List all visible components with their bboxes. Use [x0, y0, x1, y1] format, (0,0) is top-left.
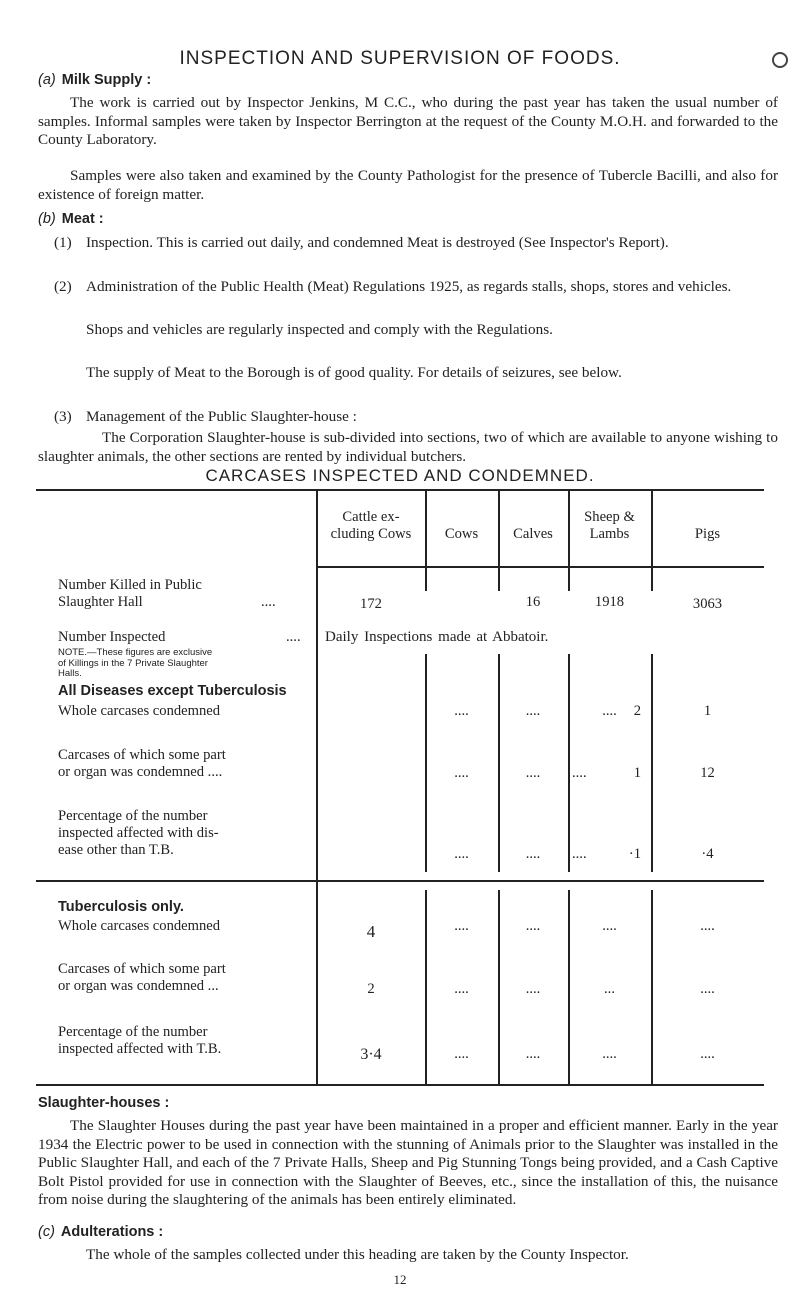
- killed-calves: 16: [525, 594, 541, 610]
- whole-calves: ....: [525, 703, 541, 719]
- milk-label: (a): [38, 72, 56, 88]
- tb-part-cows: ....: [454, 981, 469, 997]
- adulterations-heading: [38, 1224, 163, 1240]
- row-part-label-line-1: Carcases of which some part: [58, 747, 226, 763]
- row-killed-label-line-1: Number Killed in Public: [58, 577, 202, 593]
- tb-whole-sheep: ....: [602, 918, 617, 934]
- killed-pigs: 3063: [692, 596, 723, 612]
- section-rule: [36, 880, 764, 882]
- tb-pct-cattle: 3·4: [360, 1046, 382, 1063]
- row-percentage-label-line-1: Percentage of the number: [58, 808, 208, 824]
- meat-item-1-number: (1): [54, 234, 72, 251]
- header-sheep-line-1: Sheep &: [584, 509, 635, 525]
- column-divider-4b: [568, 654, 570, 872]
- tb-whole-cattle: 4: [366, 922, 376, 941]
- row-inspected-label-text: Number Inspected: [58, 629, 166, 645]
- row-inspected-dots: ....: [286, 629, 301, 645]
- row-percentage-label-line-2: inspected affected with dis-: [58, 825, 219, 841]
- pct-calves: ....: [525, 846, 541, 862]
- tb-row-percentage-label-line-2: inspected affected with T.B.: [58, 1041, 222, 1057]
- part-calves: ....: [525, 765, 541, 781]
- pct-pigs: ·4: [701, 846, 714, 862]
- milk-heading: [38, 72, 151, 88]
- tb-only-heading: Tuberculosis only.: [58, 899, 184, 915]
- meat-item-2: [54, 278, 779, 297]
- header-cattle: [316, 509, 426, 543]
- header-sheep: [568, 509, 651, 543]
- part-sheep-dots: ....: [572, 765, 587, 781]
- meat-item-3-text: Management of the Public Slaughter-house :: [86, 408, 357, 425]
- slaughter-houses-paragraph: The Slaughter Houses during the past year have been maintained in a proper and efficient manner. Early in the year 1934 the Electric power to be used in connection with the stunning of Animals prior to the Slaughter was installed in the Public Slaughter Hall, and each of the 7 Private Halls, Sheep and Pig Stunning Tongs being provided, and a Cash Captive Bolt Pistol provided for use in connection with the Slaughter of Beeves, etc., since the installation of this, the nuisance from noise during the slaughtering of the animals has been entirely eliminated.: [38, 1117, 778, 1209]
- tb-whole-cows: ....: [454, 918, 469, 934]
- tb-row-part-label: [58, 961, 308, 995]
- column-divider-3b: [498, 654, 500, 872]
- header-pigs: Pigs: [694, 526, 721, 542]
- meat-heading-text: Meat :: [61, 211, 104, 227]
- meat-label: (b): [38, 211, 56, 227]
- milk-paragraph-2: Samples were also taken and examined by the County Pathologist for the presence of Tubercle Bacilli, and also for existence of foreign matter.: [38, 167, 778, 203]
- header-cows: Cows: [444, 526, 479, 542]
- whole-sheep: 2: [633, 703, 641, 719]
- tb-part-cattle: 2: [367, 981, 375, 997]
- page-number: 12: [393, 1272, 407, 1287]
- header-cattle-line-1: Cattle ex-: [342, 509, 400, 525]
- header-sheep-line-2: Lambs: [589, 526, 630, 542]
- pct-cows: ....: [454, 846, 469, 862]
- pct-sheep: ·1: [628, 846, 641, 862]
- killed-cattle: 172: [360, 596, 382, 612]
- tb-whole-calves: ....: [525, 918, 541, 934]
- row-killed-label-line-2: [58, 594, 308, 611]
- row-percentage-label: [58, 808, 308, 859]
- adulterations-paragraph: [54, 1246, 779, 1265]
- whole-cows: ....: [454, 703, 469, 719]
- meat-item-3-number: (3): [54, 408, 72, 425]
- killed-sheep: 1918: [594, 594, 625, 610]
- whole-sheep-dots: ....: [602, 703, 617, 719]
- column-divider-5b: [651, 654, 653, 872]
- all-diseases-heading: All Diseases except Tuberculosis: [58, 683, 287, 699]
- meat-supply-text: The supply of Meat to the Borough is of good quality. For details of seizures, see below.: [86, 364, 622, 381]
- page-title: INSPECTION AND SUPERVISION OF FOODS.: [179, 48, 621, 69]
- meat-item-2-text: Administration of the Public Health (Meat) Regulations 1925, as regards stalls, shops, stores and vehicles.: [86, 278, 732, 295]
- tb-pct-sheep: ....: [602, 1046, 617, 1062]
- table-top-rule: [36, 489, 764, 491]
- tb-pct-calves: ....: [525, 1046, 541, 1062]
- table-bottom-rule: [36, 1084, 764, 1086]
- table-note: NOTE.—These figures are exclusive of Killings in the 7 Private Slaughter Halls.: [58, 647, 213, 679]
- milk-paragraph-1: The work is carried out by Inspector Jenkins, M C.C., who during the past year has taken the usual number of samples. Informal samples were taken by Inspector Berrington at the request of the County M.O.H. and forwarded to the County Laboratory.: [38, 94, 778, 149]
- meat-item-1-text: Inspection. This is carried out daily, and condemned Meat is destroyed (See Inspector's Report).: [86, 234, 669, 251]
- tb-whole-pigs: ....: [700, 918, 715, 934]
- row-inspected-label: [58, 629, 308, 646]
- milk-heading-text: Milk Supply :: [61, 72, 152, 88]
- column-divider-2b: [425, 654, 427, 872]
- row-percentage-label-line-3: ease other than T.B.: [58, 842, 174, 858]
- row-part-label-line-2: or organ was condemned ....: [58, 764, 223, 780]
- whole-pigs: 1: [703, 703, 712, 719]
- tb-row-whole-label: Whole carcases condemned: [58, 918, 221, 934]
- tb-part-sheep: ...: [604, 981, 615, 997]
- tb-pct-pigs: ....: [700, 1046, 715, 1062]
- row-killed-label: [58, 577, 308, 611]
- row-killed-label-text: Slaughter Hall: [58, 594, 143, 610]
- row-whole-label: Whole carcases condemned: [58, 703, 221, 719]
- row-killed-dots: ....: [261, 594, 276, 610]
- tb-row-percentage-label-line-1: Percentage of the number: [58, 1024, 208, 1040]
- part-cows: ....: [454, 765, 469, 781]
- part-pigs: 12: [700, 765, 715, 781]
- adulterations-heading-text: Adulterations :: [60, 1224, 164, 1240]
- slaughter-houses-heading: Slaughter-houses :: [38, 1095, 170, 1111]
- inspected-note: Daily Inspections made at Abbatoir.: [325, 629, 549, 645]
- row-part-label: [58, 747, 308, 781]
- pct-sheep-dots: ....: [572, 846, 587, 862]
- meat-shops-text: Shops and vehicles are regularly inspected and comply with the Regulations.: [86, 321, 553, 338]
- header-rule: [316, 566, 764, 568]
- meat-item-1: [54, 234, 779, 253]
- header-calves: Calves: [513, 526, 553, 542]
- adulterations-text: The whole of the samples collected under this heading are taken by the County Inspector.: [86, 1246, 629, 1263]
- tb-pct-cows: ....: [454, 1046, 469, 1062]
- tb-row-percentage-label: [58, 1024, 308, 1058]
- meat-item-3: [54, 408, 779, 427]
- meat-heading: [38, 211, 104, 227]
- tb-part-calves: ....: [525, 981, 541, 997]
- part-sheep: 1: [633, 765, 641, 781]
- tb-part-pigs: ....: [700, 981, 715, 997]
- header-cattle-line-2: cluding Cows: [330, 526, 412, 542]
- tb-row-part-label-line-1: Carcases of which some part: [58, 961, 226, 977]
- adulterations-label: (c): [38, 1224, 55, 1240]
- tb-row-part-label-line-2: or organ was condemned ...: [58, 978, 219, 994]
- table-title: CARCASES INSPECTED AND CONDEMNED.: [205, 466, 595, 485]
- meat-corporation-text: The Corporation Slaughter-house is sub-divided into sections, two of which are available to anyone wishing to slaughter animals, the other sections are rented by individual butchers.: [38, 429, 778, 465]
- meat-item-2-number: (2): [54, 278, 72, 295]
